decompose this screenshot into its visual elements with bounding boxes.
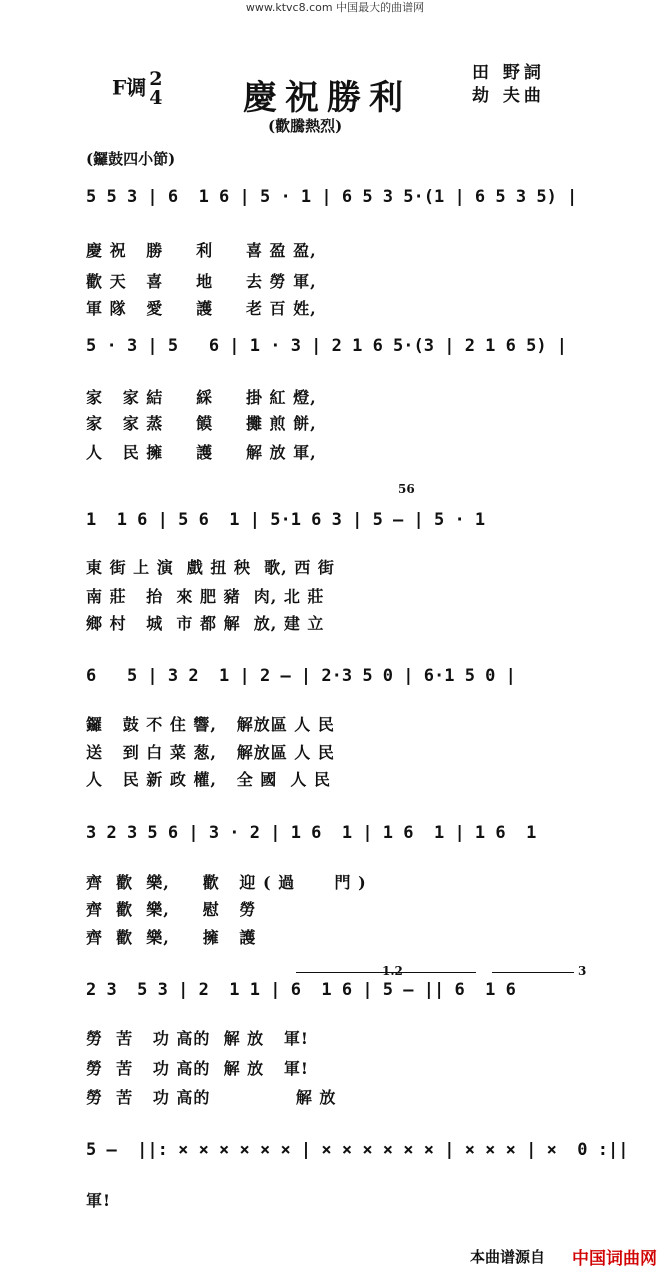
site-logo[interactable]: 中国词曲网 [572,1249,657,1269]
lyric-line: 齊 歡 樂, 慰 勞 [86,900,257,919]
volta-bracket [492,972,574,973]
volta-marker: 56 [398,482,415,496]
lyric-line: 南 莊 抬 來 肥 豬 肉, 北 莊 [86,587,325,606]
lyric-line: 軍! [86,1191,112,1210]
lyric-line: 歡 天 喜 地 去 勞 軍, [86,272,317,291]
lyric-line: 人 民 新 政 權, 全 國 人 民 [86,770,331,789]
lyric-line: 家 家 蒸 饃 攤 煎 餅, [86,414,317,433]
key-label: F调 [112,75,147,100]
intro-instruction: (鑼鼓四小節) [86,150,176,168]
notation-line-1: 5 5 3 | 6 1 6 | 5 · 1 | 6 5 3 5·(1 | 6 5 3 5) | [86,187,578,207]
lyric-line: 送 到 白 菜 葱, 解放區 人 民 [86,743,335,762]
lyric-line: 齊 歡 樂, 擁 護 [86,928,257,947]
lyric-line: 鑼 鼓 不 住 響, 解放區 人 民 [86,715,335,734]
source-label: 本曲谱源自 [470,1248,546,1266]
notation-line-7: 5 — ||: × × × × × × | × × × × × × | × × × | × 0 :|| [86,1140,629,1160]
notation-line-6: 2 3 5 3 | 2 1 1 | 6 1 6 | 5 — || 6 1 6 [86,980,516,1000]
notation-line-2: 5 · 3 | 5 6 | 1 · 3 | 2 1 6 5·(3 | 2 1 6 5) | [86,336,568,356]
time-signature: 2 4 [149,68,163,109]
notation-line-5: 3 2 3 5 6 | 3 · 2 | 1 6 1 | 1 6 1 | 1 6 1 [86,823,537,843]
lyric-line: 慶 祝 勝 利 喜 盈 盈, [86,241,317,260]
key-signature [112,70,162,108]
lyric-line: 勞 苦 功 高的 解 放 [86,1088,337,1107]
composer: 劫 夫曲 [472,86,545,106]
lyric-line: 齊 歡 樂, 歡 迎 ( 過 門 ) [86,873,367,892]
volta-marker: 3 [578,964,587,978]
lyric-line: 軍 隊 愛 護 老 百 姓, [86,299,317,318]
volta-bracket [296,972,476,973]
volta-marker: 1.2 [382,964,403,978]
lyric-line: 東 街 上 演 戲 扭 秧 歌, 西 街 [86,558,335,577]
lyricist: 田 野詞 [472,63,545,83]
lyric-line: 鄉 村 城 市 都 解 放, 建 立 [86,614,325,633]
lyric-line: 勞 苦 功 高的 解 放 軍! [86,1029,309,1048]
lyric-line: 人 民 擁 護 解 放 軍, [86,443,317,462]
credits [472,62,545,108]
lyric-line: 勞 苦 功 高的 解 放 軍! [86,1059,309,1078]
notation-line-4: 6 5 | 3 2 1 | 2 — | 2·3 5 0 | 6·1 5 0 | [86,666,516,686]
lyric-line: 家 家 結 綵 掛 紅 燈, [86,388,317,407]
notation-line-3: 1 1 6 | 5 6 1 | 5·1 6 3 | 5 — | 5 · 1 [86,510,486,530]
tempo-marking: (歡騰熱烈) [268,117,343,135]
song-title: 慶祝勝利 [243,78,411,118]
watermark-bar: www.ktvc8.com 中国最大的曲谱网 [245,1,425,14]
